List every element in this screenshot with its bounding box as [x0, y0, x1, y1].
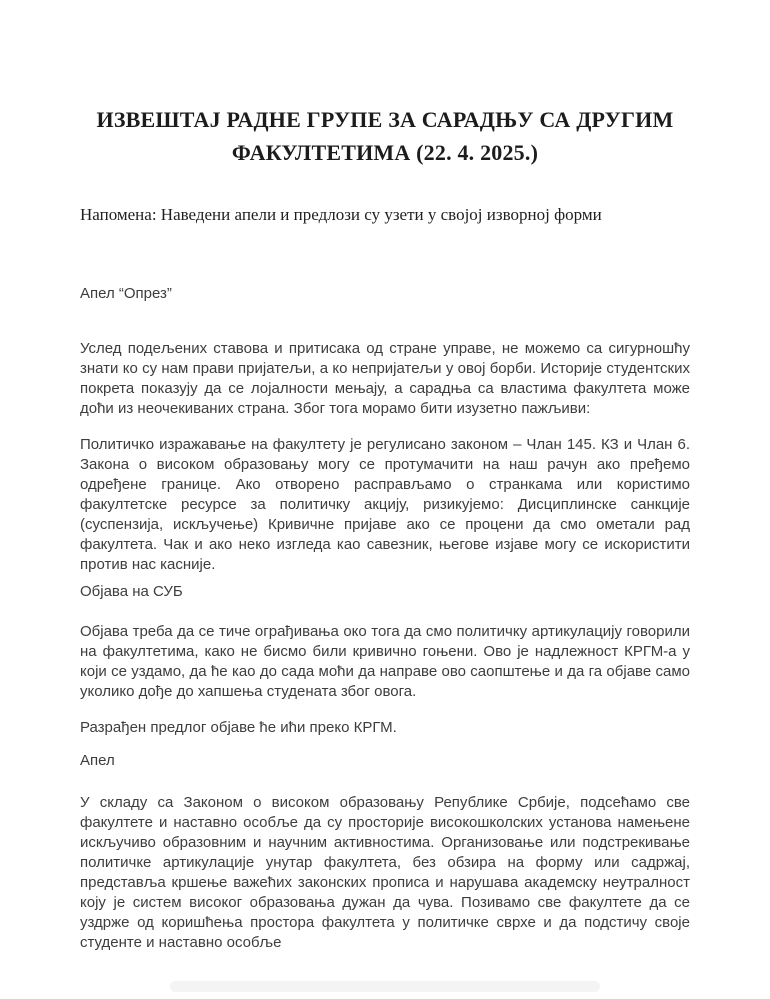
- document-title-line1: ИЗВЕШТАЈ РАДНЕ ГРУПЕ ЗА САРАДЊУ СА ДРУГИМ: [96, 107, 674, 132]
- section-label-objava-na-sub: Објава на СУБ: [80, 583, 183, 600]
- section-label-apel: Апел: [80, 752, 115, 769]
- paragraph-apel-statement: У складу са Законом о високом образовању Републике Србије, подсећамо све факултете и наставно особље да су просторије високошколских установа намењене искључиво образовним и научним активностима. Организовање или подстрекивање политичке артикулације унутар факултета, без обзира на форму или садржај, представља кршење важећих законских прописа и нарушава академску неутралност коју је систем високог образовања дужан да чува. Позивамо све факултете да се уздрже од коришћења простора факултета у политичке сврхе и да подстичу своје студенте и наставно особље: [80, 794, 690, 951]
- paragraph-krgm-note: Разрађен предлог објаве ће ићи преко КРГМ.: [80, 719, 397, 736]
- section-label-apel-oprez: Апел “Опрез”: [80, 285, 172, 302]
- paragraph-objava-description: Објава треба да се тиче ограђивања око тога да смо политичку артикулацију говорили на факултетима, како не бисмо били кривично гоњени. Ово је надлежност КРГМ-а у који се уздамо, да ће као до сада моћи да направе ово саопштење и да га објаве само уколико дође до хапшења студената због овога.: [80, 623, 690, 700]
- document-note: Напомена: Наведени апели и предлози су узети у својој изворној форми: [80, 205, 602, 224]
- document-title: [80, 103, 690, 169]
- page-bottom-ghost-bar: [170, 981, 600, 992]
- document-title-line2: ФАКУЛТЕТИМА (22. 4. 2025.): [231, 140, 539, 165]
- paragraph-legal-risks: Политичко изражавање на факултету је регулисано законом – Члан 145. КЗ и Члан 6. Закона о високом образовању могу се протумачити на наш рачун ако пређемо одређене границе. Ако отворено расправљамо о странкама или користимо факултетске ресурсе за политичку акцију, ризикујемо: Дисциплинске санкције (суспензија, искључење) Кривичне пријаве ако се процени да смо ометали рад факултета. Чак и ако неко изгледа као савезник, његове изјаве могу се искористити против нас касније.: [80, 436, 690, 573]
- paragraph-caution-intro: Услед подељених ставова и притисака од стране управе, не можемо са сигурношћу знати ко су нам прави пријатељи, а ко непријатељи у овој борби. Историје студентских покрета показују да се лојалности мењају, а сарадња са властима факултета може доћи из неочекиваних страна. Због тога морамо бити изузетно пажљиви:: [80, 340, 690, 417]
